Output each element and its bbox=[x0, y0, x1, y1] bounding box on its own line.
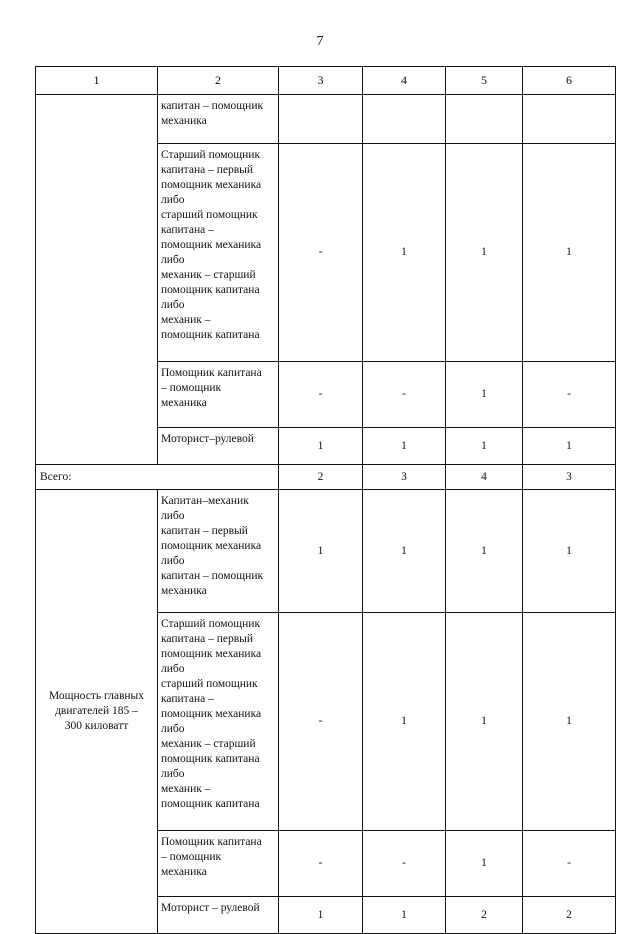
count-cell: 2 bbox=[446, 897, 523, 934]
position-line: помощник капитана bbox=[161, 753, 260, 765]
position-line: либо bbox=[161, 663, 185, 675]
count-cell bbox=[523, 95, 616, 144]
table-row bbox=[36, 490, 616, 613]
position-line: механика bbox=[161, 397, 207, 409]
position-line: помощник механика bbox=[161, 179, 262, 191]
position-line: либо bbox=[161, 194, 185, 206]
position-line: Моторист – рулевой bbox=[161, 902, 260, 914]
count-cell bbox=[446, 95, 523, 144]
total-value: 4 bbox=[446, 465, 523, 490]
header-row bbox=[36, 67, 616, 95]
position-line: либо bbox=[161, 723, 185, 735]
position-line: либо bbox=[161, 254, 185, 266]
position-line: помощник капитана bbox=[161, 798, 260, 810]
count-cell: 1 bbox=[446, 831, 523, 897]
position-line: – помощник bbox=[161, 382, 222, 394]
position-cell bbox=[158, 362, 279, 428]
position-line: – помощник bbox=[161, 851, 222, 863]
count-cell: 1 bbox=[523, 144, 616, 362]
position-line: капитан – помощник bbox=[161, 100, 264, 112]
position-line: помощник капитана bbox=[161, 284, 260, 296]
count-cell: - bbox=[523, 831, 616, 897]
staffing-table bbox=[35, 66, 616, 934]
power-range-label bbox=[36, 490, 158, 934]
position-line: капитана – первый bbox=[161, 164, 254, 176]
count-cell: - bbox=[279, 613, 363, 831]
column-header: 1 bbox=[36, 67, 158, 95]
group-label-cell bbox=[36, 95, 158, 465]
count-cell: - bbox=[279, 831, 363, 897]
position-line: помощник механика bbox=[161, 239, 262, 251]
position-line: Старший помощник bbox=[161, 618, 261, 630]
count-cell: 1 bbox=[523, 428, 616, 465]
page-number: 7 bbox=[316, 34, 324, 49]
count-cell: - bbox=[363, 362, 446, 428]
power-range-line: 300 киловатт bbox=[64, 720, 129, 732]
count-cell: 1 bbox=[363, 897, 446, 934]
count-cell: 1 bbox=[446, 144, 523, 362]
total-value: 3 bbox=[363, 465, 446, 490]
position-line: либо bbox=[161, 555, 185, 567]
position-line: старший помощник bbox=[161, 209, 258, 221]
position-line: механик – bbox=[161, 783, 211, 795]
count-cell: 2 bbox=[523, 897, 616, 934]
count-cell: 1 bbox=[279, 897, 363, 934]
count-cell: 1 bbox=[523, 613, 616, 831]
position-cell bbox=[158, 613, 279, 831]
count-cell: 1 bbox=[446, 428, 523, 465]
position-line: капитана – bbox=[161, 693, 214, 705]
count-cell: 1 bbox=[363, 490, 446, 613]
position-line: Помощник капитана bbox=[161, 367, 262, 379]
position-cell bbox=[158, 428, 279, 465]
position-line: механика bbox=[161, 115, 207, 127]
position-line: механик – bbox=[161, 314, 211, 326]
position-line: капитан – помощник bbox=[161, 570, 264, 582]
position-line: Старший помощник bbox=[161, 149, 261, 161]
position-cell bbox=[158, 144, 279, 362]
position-line: капитана – первый bbox=[161, 633, 254, 645]
count-cell bbox=[279, 95, 363, 144]
count-cell: - bbox=[523, 362, 616, 428]
column-header: 3 bbox=[279, 67, 363, 95]
table-row bbox=[36, 95, 616, 144]
count-cell: 1 bbox=[363, 144, 446, 362]
count-cell: 1 bbox=[446, 362, 523, 428]
column-header: 5 bbox=[446, 67, 523, 95]
count-cell: - bbox=[279, 362, 363, 428]
position-cell bbox=[158, 831, 279, 897]
position-line: Моторист–рулевой bbox=[161, 433, 254, 445]
count-cell: 1 bbox=[446, 613, 523, 831]
position-cell bbox=[158, 897, 279, 934]
count-cell: 1 bbox=[363, 613, 446, 831]
count-cell: 1 bbox=[279, 428, 363, 465]
position-cell bbox=[158, 95, 279, 144]
count-cell bbox=[363, 95, 446, 144]
column-header: 4 bbox=[363, 67, 446, 95]
position-line: Капитан–механик bbox=[161, 495, 249, 507]
total-row bbox=[36, 465, 616, 490]
total-value: 2 bbox=[279, 465, 363, 490]
position-line: помощник механика bbox=[161, 708, 262, 720]
count-cell: - bbox=[279, 144, 363, 362]
position-line: помощник капитана bbox=[161, 329, 260, 341]
count-cell: 1 bbox=[279, 490, 363, 613]
position-line: механик – старший bbox=[161, 269, 256, 281]
column-header: 6 bbox=[523, 67, 616, 95]
total-label: Всего: bbox=[36, 465, 279, 490]
total-value: 3 bbox=[523, 465, 616, 490]
position-line: либо bbox=[161, 510, 185, 522]
position-line: Помощник капитана bbox=[161, 836, 262, 848]
position-line: механик – старший bbox=[161, 738, 256, 750]
position-line: капитана – bbox=[161, 224, 214, 236]
position-line: помощник механика bbox=[161, 540, 262, 552]
position-line: старший помощник bbox=[161, 678, 258, 690]
position-line: механика bbox=[161, 585, 207, 597]
position-line: либо bbox=[161, 768, 185, 780]
column-header: 2 bbox=[158, 67, 279, 95]
count-cell: - bbox=[363, 831, 446, 897]
count-cell: 1 bbox=[446, 490, 523, 613]
power-range-line: Мощность главных bbox=[48, 690, 145, 702]
position-line: капитан – первый bbox=[161, 525, 248, 537]
position-line: помощник механика bbox=[161, 648, 262, 660]
count-cell: 1 bbox=[363, 428, 446, 465]
position-cell bbox=[158, 490, 279, 613]
count-cell: 1 bbox=[523, 490, 616, 613]
position-line: механика bbox=[161, 866, 207, 878]
power-range-line: двигателей 185 – bbox=[55, 705, 138, 717]
position-line: либо bbox=[161, 299, 185, 311]
